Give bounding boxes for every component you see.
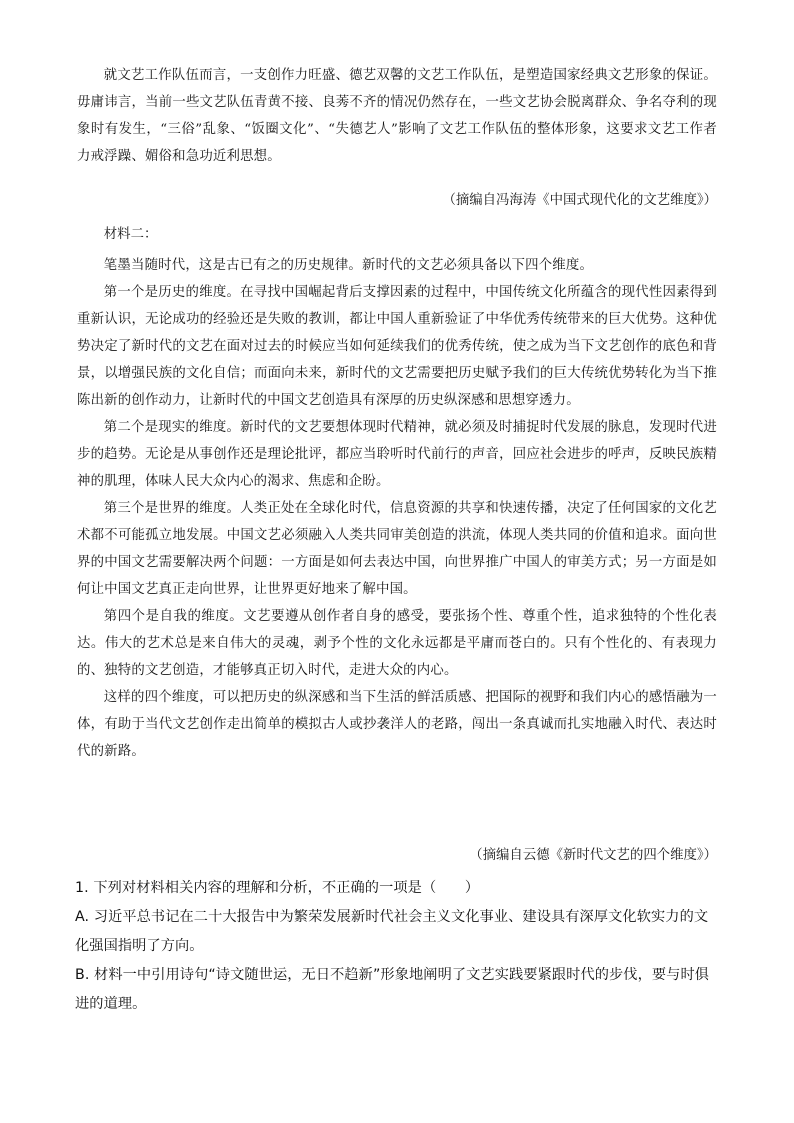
paragraph: 笔墨当随时代，这是古已有之的历史规律。新时代的文艺必须具备以下四个维度。 xyxy=(103,258,594,273)
paragraph: 第三个是世界的维度。人类正处在全球化时代，信息资源的共享和快速传播，决定了任何国家的文化艺术都不可能孤立地发展。中国文艺必须融入人类共同审美创造的洪流，体现人类共同的价值和追求。面向世界的中国文艺需要解决两个问题：一方面是如何去表达中国，向世界推广中国人的审美方式；另一方面是如何让中国文艺真正走向世界，让世界更好地来了解中国。 xyxy=(77,501,717,597)
material-two-heading-block xyxy=(77,221,717,248)
section-heading: 材料二： xyxy=(103,227,158,242)
material-one-source xyxy=(77,187,717,214)
source-citation: （摘编自冯海涛《中国式现代化的文艺维度》） xyxy=(442,193,717,208)
paragraph: 第四个是自我的维度。文艺要遵从创作者自身的感受，要张扬个性、尊重个性，追求独特的个性化表达。伟大的艺术总是来自伟大的灵魂，剥予个性的文化永远都是平庸而苍白的。只有个性化的、有表现力的、独特的文艺创造，才能够真正切入时代，走进大众的内心。 xyxy=(77,609,717,678)
material-two-source xyxy=(77,842,717,869)
paragraph: 就文艺工作队伍而言，一支创作力旺盛、德艺双馨的文艺工作队伍，是塑造国家经典文艺形象的保证。毋庸讳言，当前一些文艺队伍青黄不接、良莠不齐的情况仍然存在，一些文艺协会脱离群众、争名夺利的现象时有发生，“三俗”乱象、“饭圈文化”、“失德艺人”影响了文艺工作队伍的整体形象，这要求文艺工作者力戒浮躁、媚俗和急功近利思想。 xyxy=(77,68,717,164)
paragraph: 这样的四个维度，可以把历史的纵深感和当下生活的鲜活质感、把国际的视野和我们内心的感悟融为一体，有助于当代文艺创作走出简单的模拟古人或抄袭洋人的老路，闯出一条真诚而扎实地融入时代、表达时代的新路。 xyxy=(77,690,717,759)
material-two-body xyxy=(77,252,717,765)
question-1 xyxy=(75,874,717,1019)
option-b: B. 材料一中引用诗句“诗文随世运，无日不趋新”形象地阐明了文艺实践要紧跟时代的步伐，要与时俱进的道理。 xyxy=(75,967,710,1012)
material-one-tail xyxy=(77,62,717,170)
paragraph: 第一个是历史的维度。在寻找中国崛起背后支撑因素的过程中，中国传统文化所蕴含的现代性因素得到重新认识，无论成功的经验还是失败的教训，都让中国人重新验证了中华优秀传统带来的巨大优势。这种优势决定了新时代的文艺在面对过去的时候应当如何延续我们的优秀传统，使之成为当下文艺创作的底色和背景，以增强民族的文化自信；而面向未来，新时代的文艺需要把历史赋予我们的巨大传统优势转化为当下推陈出新的创作动力，让新时代的中国文艺创造具有深厚的历史纵深感和思想穿透力。 xyxy=(77,285,717,408)
source-citation: （摘编自云德《新时代文艺的四个维度》） xyxy=(469,848,717,863)
paragraph: 第二个是现实的维度。新时代的文艺要想体现时代精神，就必须及时捕捉时代发展的脉息，发现时代进步的趋势。无论是从事创作还是理论批评，都应当聆听时代前行的声音，回应社会进步的呼声，反映民族精神的肌理，体味人民大众内心的渴求、焦虑和企盼。 xyxy=(77,420,717,489)
option-a: A. 习近平总书记在二十大报告中为繁荣发展新时代社会主义文化事业、建设具有深厚文化软实力的文化强国指明了方向。 xyxy=(75,909,709,954)
question-stem: 1. 下列对材料相关内容的理解和分析，不正确的一项是（ ） xyxy=(75,880,480,896)
